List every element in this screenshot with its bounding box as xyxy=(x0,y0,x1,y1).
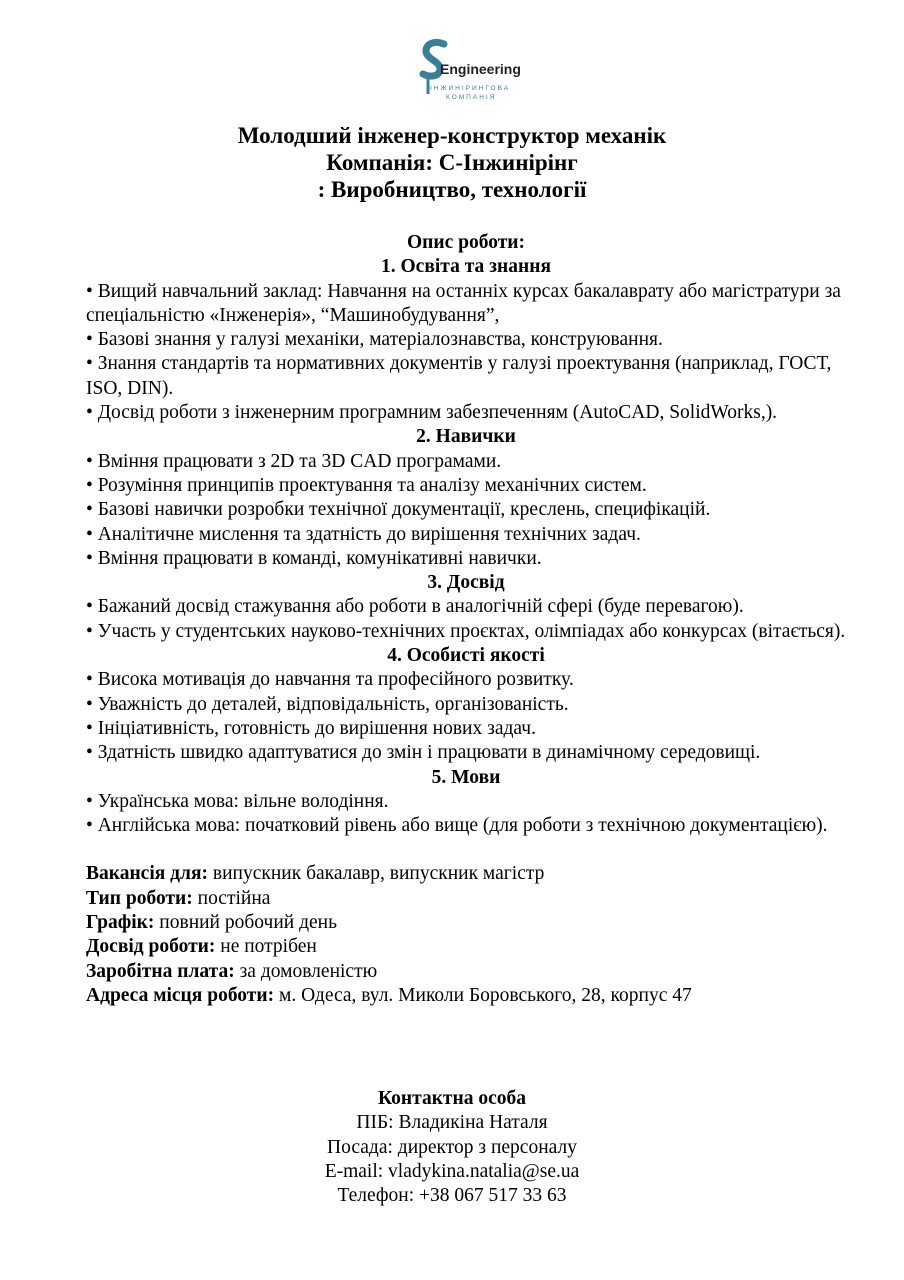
section-heading: 5. Мови xyxy=(431,766,501,788)
detail-label: Тип роботи: xyxy=(86,887,193,909)
list-item: • Вміння працювати з 2D та 3D CAD програмами. xyxy=(86,450,502,472)
job-description xyxy=(86,231,846,1008)
contact-name: ПІБ: Владикіна Наталя xyxy=(356,1112,548,1134)
list-item: • Здатність швидко адаптуватися до змін і працювати в динамічному середовищі. xyxy=(86,742,761,764)
detail-value: не потрібен xyxy=(215,936,317,958)
detail-label: Вакансія для: xyxy=(86,863,209,885)
contact-position: Посада: директор з персоналу xyxy=(327,1136,577,1158)
company-name: Компанія: С-Інжинірінг xyxy=(326,150,578,175)
industry-field: : Виробництво, технології xyxy=(317,177,587,202)
section-education xyxy=(86,255,846,425)
company-logo xyxy=(418,38,530,112)
engineering-logo-mark xyxy=(418,38,530,112)
detail-row-schedule xyxy=(86,911,846,935)
section-heading: 3. Досвід xyxy=(427,572,505,594)
list-item: • Базові знання у галузі механіки, матеріалознавства, конструювання. xyxy=(86,329,663,351)
contact-phone: Телефон: +38 067 517 33 63 xyxy=(337,1185,567,1207)
detail-row-experience xyxy=(86,935,846,959)
list-item: • Аналітичне мислення та здатність до вирішення технічних задач. xyxy=(86,523,641,545)
list-item: • Участь у студентських науково-технічних проєктах, олімпіадах або конкурсах (вітається). xyxy=(86,620,846,642)
list-item: • Вміння працювати в команді, комунікативні навички. xyxy=(86,547,542,569)
list-item: • Ініціативність, готовність до вирішення нових задач. xyxy=(86,717,536,739)
section-spacer xyxy=(86,838,846,862)
section-heading: 2. Навички xyxy=(416,426,516,448)
contact-heading: Контактна особа xyxy=(377,1088,527,1109)
contact-block xyxy=(0,1087,904,1208)
list-item: • Висока мотивація до навчання та професійного розвитку. xyxy=(86,669,574,691)
list-item: • Знання стандартів та нормативних документів у галузі проектування (наприклад, ГОСТ, ISO, DIN). xyxy=(86,353,832,399)
list-item: • Базові навички розробки технічної документації, креслень, специфікацій. xyxy=(86,499,711,521)
detail-value: м. Одеса, вул. Миколи Боровського, 28, корпус 47 xyxy=(274,984,692,1006)
vacancy-details xyxy=(86,862,846,1008)
logo-brand-text: Engineering xyxy=(440,61,521,77)
list-item: • Англійська мова: початковий рівень або вище (для роботи з технічною документацією). xyxy=(86,815,828,837)
vacancy-title: Молодший інженер-конструктор механік xyxy=(237,123,667,148)
list-item: • Українська мова: вільне володіння. xyxy=(86,790,389,812)
detail-row-work-type xyxy=(86,887,846,911)
list-item: • Уважність до деталей, відповідальність, організованість. xyxy=(86,693,569,715)
contact-email: E-mail: vladykina.natalia@se.ua xyxy=(324,1160,580,1182)
detail-value: випускник бакалавр, випускник магістр xyxy=(208,863,545,885)
section-experience xyxy=(86,571,846,644)
description-heading: Опис роботи: xyxy=(406,232,526,253)
list-item: • Розуміння принципів проектування та аналізу механічних систем. xyxy=(86,474,647,496)
section-languages xyxy=(86,766,846,839)
list-item: • Бажаний досвід стажування або роботи в аналогічній сфері (буде перевагою). xyxy=(86,596,744,618)
section-personal-qualities xyxy=(86,644,846,765)
logo-sub2-text: КОМПАНІЯ xyxy=(446,94,497,101)
logo-sub1-text: ІНЖИНІРИНГОВА xyxy=(430,85,511,92)
detail-label: Заробітна плата: xyxy=(86,960,235,982)
detail-label: Адреса місця роботи: xyxy=(86,984,275,1006)
vacancy-header xyxy=(0,122,904,203)
detail-row-salary xyxy=(86,960,846,984)
detail-value: повний робочий день xyxy=(154,912,337,934)
detail-value: постійна xyxy=(192,887,271,909)
section-heading: 1. Освіта та знання xyxy=(381,256,551,278)
detail-value: за домовленістю xyxy=(234,960,378,982)
list-item: • Досвід роботи з інженерним програмним забезпеченням (AutoCAD, SolidWorks,). xyxy=(86,402,778,424)
detail-label: Досвід роботи: xyxy=(86,936,216,958)
detail-row-address xyxy=(86,984,846,1008)
section-skills xyxy=(86,425,846,571)
list-item: • Вищий навчальний заклад: Навчання на останніх курсах бакалаврату або магістратури за спеціальністю «Інженерія», “Машинобудування”, xyxy=(86,280,841,326)
section-heading: 4. Особисті якості xyxy=(387,645,545,667)
detail-row-vacancy-for xyxy=(86,862,846,886)
detail-label: Графік: xyxy=(86,912,155,934)
